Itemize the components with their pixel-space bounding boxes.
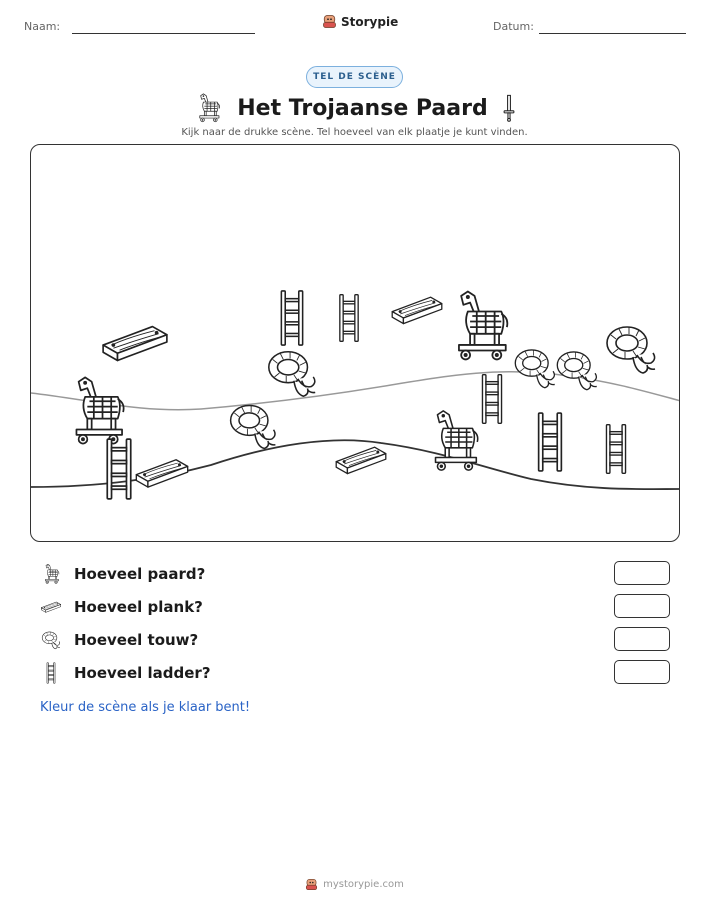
brand-name: Storypie [341, 14, 399, 29]
answer-box-plank[interactable] [614, 594, 670, 618]
activity-badge: TEL DE SCÈNE [306, 66, 403, 88]
scene-ladder [281, 291, 302, 345]
scene-rope [231, 405, 276, 448]
scene-rope [557, 352, 596, 390]
question-label: Hoeveel ladder? [74, 664, 211, 682]
name-label: Naam: [24, 20, 61, 33]
horse-icon [193, 92, 223, 124]
question-label: Hoeveel touw? [74, 631, 199, 649]
scene-horse [459, 291, 507, 359]
rope-icon [40, 629, 62, 651]
scene-ladder [107, 439, 130, 499]
answer-box-rope[interactable] [614, 627, 670, 651]
sword-icon [502, 93, 516, 123]
question-row [40, 594, 670, 620]
scene-plank [136, 460, 187, 487]
name-field[interactable] [72, 33, 255, 34]
date-label: Datum: [493, 20, 534, 33]
question-label: Hoeveel paard? [74, 565, 206, 583]
question-label: Hoeveel plank? [74, 598, 203, 616]
date-field[interactable] [539, 33, 686, 34]
scene-ladder [482, 375, 501, 424]
brand-logo [322, 14, 398, 29]
horse-icon [40, 563, 62, 585]
answer-box-horse[interactable] [614, 561, 670, 585]
scene-ladder [606, 425, 625, 474]
hill-line-back [31, 372, 680, 410]
mascot-icon [305, 878, 318, 891]
instructions: Kijk naar de drukke scène. Tel hoeveel van elk plaatje je kunt vinden. [181, 127, 528, 138]
scene-rope [515, 350, 554, 388]
mascot-icon [322, 14, 337, 29]
search-scene [30, 144, 680, 542]
scene-ladder [340, 295, 358, 342]
scene-ladder [539, 413, 562, 471]
scene-plank [392, 297, 442, 323]
question-row [40, 561, 670, 587]
ladder-icon [40, 662, 62, 684]
question-row [40, 660, 670, 686]
scene-rope [607, 327, 655, 373]
scene-horse [436, 411, 478, 470]
scene-plank [103, 327, 167, 361]
coloring-note: Kleur de scène als je klaar bent! [40, 700, 251, 715]
question-row [40, 627, 670, 653]
answer-box-ladder[interactable] [614, 660, 670, 684]
plank-icon [40, 596, 62, 618]
footer-url[interactable]: mystorypie.com [323, 879, 404, 890]
page-title: Het Trojaanse Paard [237, 95, 488, 121]
scene-plank [336, 447, 386, 473]
scene-rope [269, 352, 315, 396]
footer [0, 878, 709, 891]
scene-horse [76, 377, 123, 443]
